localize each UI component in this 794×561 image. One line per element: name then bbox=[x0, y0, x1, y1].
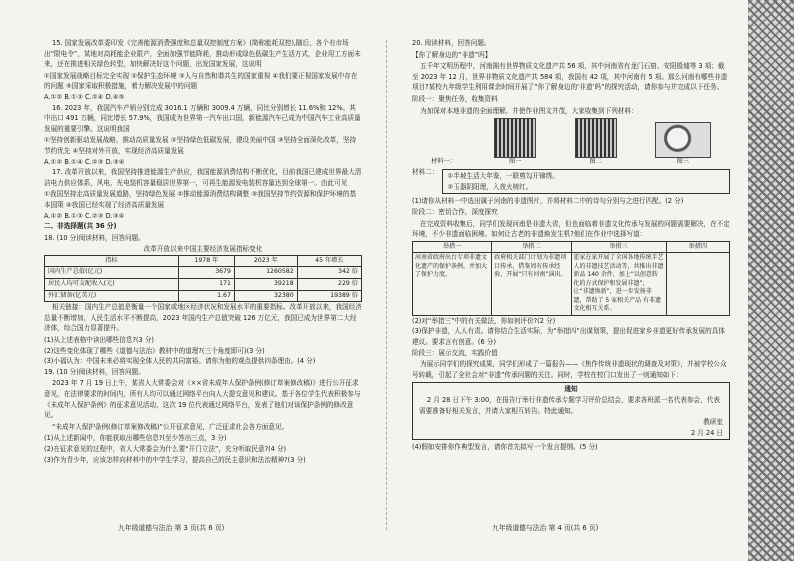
q18-sub1: (1)从上述表格中读出哪些信息?(3 分) bbox=[44, 336, 154, 345]
q19-sub1: (1)从上述新闻中，你能获取出哪些信息?(至少答出三点，3 分) bbox=[44, 434, 227, 443]
question-19-stem: 19. (10 分)阅读材料，回答问题。 bbox=[44, 367, 145, 376]
stage-3: 阶段三：展示交流，实践价值 bbox=[412, 348, 498, 357]
paper-cutting-image bbox=[494, 118, 536, 158]
figure-2-caption: 图二 bbox=[589, 158, 602, 166]
table-row bbox=[45, 267, 362, 279]
measure-1: 河南省政府出台专项非遗文化遗产的保护条例，并加大了保护力度。 bbox=[413, 253, 492, 316]
q20-title: 【你了解身边的“非遗”吗】 bbox=[412, 50, 492, 59]
left-page-footer: 九年级道德与法治 第 3 页(共 6 页) bbox=[118, 524, 225, 532]
table-row bbox=[45, 290, 362, 302]
table-header: 举措二 bbox=[492, 241, 571, 253]
table-cell: 32380 bbox=[234, 290, 297, 302]
table-header: 2023 年 bbox=[234, 255, 297, 267]
stage-1-text: 为加深对本地非遗的全面理解，并使作业图文并茂，大家收集到下列材料： bbox=[420, 106, 638, 115]
column-divider bbox=[386, 40, 387, 530]
table-cell: 229 倍 bbox=[297, 279, 361, 291]
question-20-stem: 20. 阅读材料，回答问题。 bbox=[412, 39, 491, 47]
measures-table bbox=[412, 241, 730, 316]
q20-intro: 五千年文明历程中，河南拥有世界物质文化遗产共 56 项，其中河南省有龙门石窟、安阳殷墟等 3 项；截至 2023 年 12 月，世界非物质文化遗产共 584 项，我国有 42 项，其中河南有 5 项。那么河南有哪些非遗项目?某校九年级学生利用课余时间开展了“你了解身边的‘非遗’吗”的探究活动，请你参与并完成以下任务。 bbox=[412, 62, 728, 92]
material-1-figures bbox=[412, 118, 730, 166]
question-15: 15. 国家发展改革委印发《完善能源消费强度和总量双控制度方案》(简称能耗双控),随后，各个有市场出“限电令”，某地对高耗能企业限产，全面加强节能降耗，推动形成绿色低碳生产生活方式，企业用工方面未来，还在推进相关绿色转型，加快解决好这个问题，出发国家发展，这说明 bbox=[44, 39, 361, 69]
q17-options: ①我国坚持走高质量发展道路，坚持绿色发展 ②推动能源消费结构调整 ③我国坚持节约资源和保护环境的基本国策 ④我国已经实现了经济高质量发展 bbox=[44, 190, 357, 209]
table-cell: 39218 bbox=[234, 279, 297, 291]
table-header-row bbox=[45, 255, 362, 267]
q16-options: ①坚持创新驱动发展战略，推动高质量发展 ②坚持绿色低碳发展，建设美丽中国 ③坚持全面深化改革，坚持节约优先 ④坚持对外开放，实现经济高质量发展 bbox=[44, 136, 357, 155]
figure-2 bbox=[575, 118, 617, 166]
right-page-footer: 九年级道德与法治 第 4 页(共 6 页) bbox=[492, 524, 599, 532]
figure-1-caption: 图一 bbox=[509, 158, 522, 166]
material-2-label: 材料二： bbox=[412, 168, 439, 177]
notice-box bbox=[412, 382, 730, 440]
table-cell: 1.67 bbox=[178, 290, 234, 302]
q19-sub3: (3)作为青少年，应该怎样向材料中的中学生学习，提高自己的民主意识和法治精神?(3 分) bbox=[44, 455, 306, 464]
table-cell: 居民人均可支配收入(元) bbox=[45, 279, 179, 291]
table-row bbox=[413, 253, 730, 316]
q18-sub3: (3)小福认为：中国未来必将实现全体人民的共同富裕。请你为他的观点提供四条理由。(4 分) bbox=[44, 357, 316, 366]
table-header: 指标 bbox=[45, 255, 179, 267]
material-1-label: 材料一： bbox=[431, 158, 456, 166]
section-2-title: 二、非选择题(共 36 分) bbox=[44, 222, 117, 231]
q19-material: 2023 年 7 月 19 日上午，某省人大常委会对《××省未成年人保护条例(修订草案修改稿)》进行公开征求意见，在法律要求的时间内，所有人均可以通过网络平台向人大提交意见和建议。基于各位学生代表积极参与《未成年人保护条例》的征求意见活动，这次 19 位代表通过网络平台，发表了他们对该保护条例的修改意见。 bbox=[44, 379, 361, 420]
q17-choices: A.①② B.①③ C.②③ D.③④ bbox=[44, 211, 125, 220]
right-column bbox=[412, 38, 730, 453]
table-cell: 19389 倍 bbox=[297, 290, 361, 302]
notice-date: 2 月 24 日 bbox=[690, 428, 723, 437]
table-cell: 171 bbox=[178, 279, 234, 291]
notice-title: 通知 bbox=[564, 385, 578, 394]
material-2 bbox=[412, 167, 730, 196]
material-2-line-1: ①半坡生活大年鉴，一联剪勾开锦绣。 bbox=[447, 172, 559, 181]
question-16: 16. 2023 年，我国汽车产销分别完成 3016.1 万辆和 3009.4 万辆，同比分别增长 11.6%和 12%。其中出口 491 万辆，同比增长 57.9%，我国成为世界第一汽车出口国，新能源汽车已成为中国汽车工业高质量发展的重要引擎。这说明我国 bbox=[44, 103, 361, 133]
measure-4 bbox=[666, 253, 729, 316]
q16-choices: A.①② B.①④ C.②③ D.③④ bbox=[44, 157, 125, 166]
material-2-line-2: ②玉器阴阳理，入夜火树红。 bbox=[447, 182, 533, 191]
table-cell: 3679 bbox=[178, 267, 234, 279]
left-column bbox=[44, 38, 362, 465]
stage-1: 阶段一：聚焦任务，收集资料 bbox=[412, 94, 498, 103]
q20-sub2: (2)对“举措三”中的有关做法，你如何评价?(2 分) bbox=[412, 316, 556, 325]
q20-sub1: (1)请你从材料一中选出属于河南的非遗图片，并将材料二中的诗句分别与之进行匹配。(2 分) bbox=[412, 197, 684, 206]
figure-3 bbox=[655, 122, 711, 166]
figure-1 bbox=[494, 118, 536, 166]
measure-3: 霍家在家开展了全国各地传统手艺人的非遗技艺活动等，共推出非遗新品 140 余件，加上“以创意转化的方式保护和发展非遗”，让“非遗焕新”，进一步发扬非遗，帮助了 5 家相关产品 有非遗文化相互关系。 bbox=[571, 253, 666, 316]
table-header: 1978 年 bbox=[178, 255, 234, 267]
notice-body: 2 月 28 日下午 3:00，在报告厅举行非遗传承专题学习评价总结会，要求各班派一名代表参会，代表需要准备好相关发言，并请大家相互转告。特此通知。 bbox=[419, 395, 720, 415]
table-row bbox=[45, 279, 362, 291]
table-cell: 1260582 bbox=[234, 267, 297, 279]
q18-sub2: (2)这些变化体现了哪些《道德与法治》教材中的道理?(三个角度即可)(3 分) bbox=[44, 346, 265, 355]
q18-table-title: 改革开放以来中国主要经济发展指标变化 bbox=[143, 245, 263, 254]
q20-sub3: (3)保护非遗，人人有责。请你结合生活实际，为“举措四”出谋划策，提出促进家乡非遗更好传承发展的具体建议。要求言有创意。(6 分) bbox=[412, 327, 725, 346]
stage-2: 阶段二：密切合作，深度探究 bbox=[412, 207, 498, 216]
scan-edge-pattern bbox=[748, 0, 794, 561]
table-cell: 342 倍 bbox=[297, 267, 361, 279]
table-header: 举措三 bbox=[571, 241, 666, 253]
table-cell: 国内生产总值(亿元) bbox=[45, 267, 179, 279]
q20-sub4: (4)假如安排你作典型发言，请你首先拟写一个发言提纲。(5 分) bbox=[412, 443, 598, 452]
q18-data-table bbox=[44, 255, 362, 302]
new-year-painting-image bbox=[575, 118, 617, 158]
stage-3-text: 为展示同学们的探究成果，同学们形成了一篇报告——《焦作传统非遗现状的调查及对策》，并被学校公众号转载，引起了全社会对“非遗”传承问题的关注。同时，学校在校门口发出了一则通知如下： bbox=[412, 360, 727, 379]
table-header: 举措四 bbox=[666, 241, 729, 253]
q15-options: ①国家发展战略目标完全实现 ②保护生态环境 ③人与自然和谐共生的国家重视 ④我们要正视国家发展中存在的问题 ⑤国家采取积极措施，着力解决发展中的问题 bbox=[44, 71, 358, 91]
table-cell: 外汇储备(亿美元) bbox=[45, 290, 179, 302]
q18-related-link: 相关链接：国内生产总值是衡量一个国家或地区经济状况和发展水平的重要指标。改革开放以来，我国经济总量不断增加，人民生活水平不断提高，2023 年国内生产总值突破 126 万亿元，我国已成为世界第二大经济体，综合国力显著提升。 bbox=[44, 303, 362, 333]
question-17: 17. 改革开放以来，我国坚持推进能源生产供应，我国能源消费结构不断优化，目前我国已建成世界最大清洁电力供应体系，风电、光电装机容量稳居世界第一，可再生能源发电装机容量达到全球第一。由此可见 bbox=[44, 168, 362, 187]
figure-3-caption: 图三 bbox=[676, 158, 690, 166]
measure-2: 政府相关部门计划为非遗项目传承，借鉴周有传承经验，开展“只有河南”演出。 bbox=[492, 253, 571, 316]
stage-2-text: 在完成资料收集后，同学们发现河南是非遗大省，但也面临着非遗文化传承与发展的问题需要解决，在不定环境，不少非遗面临困境。如何让古老的非遗焕发生机?他们在作业中选择写道： bbox=[412, 219, 730, 239]
table-header: 举措一 bbox=[413, 241, 492, 253]
notice-sign: 教研室 bbox=[703, 418, 723, 427]
q15-choices: A.①② B.①③ C.②④ D.④⑤ bbox=[44, 92, 125, 101]
q19-sub2: (2)在征求意见的过程中，省人大常委会为什么要“开门立法”，充分听取民意?(4 分) bbox=[44, 444, 287, 453]
clay-whistle-image bbox=[655, 122, 711, 158]
table-header-row bbox=[413, 241, 730, 253]
question-18-stem: 18. (10 分)阅读材料，回答问题。 bbox=[44, 233, 145, 242]
table-header: 45 年增长 bbox=[297, 255, 361, 267]
q19-quote: “未成年人保护条例(修订草案修改稿)”公开征求意见，广泛征求社会各方面意见。 bbox=[52, 422, 289, 431]
material-2-box bbox=[442, 169, 730, 194]
